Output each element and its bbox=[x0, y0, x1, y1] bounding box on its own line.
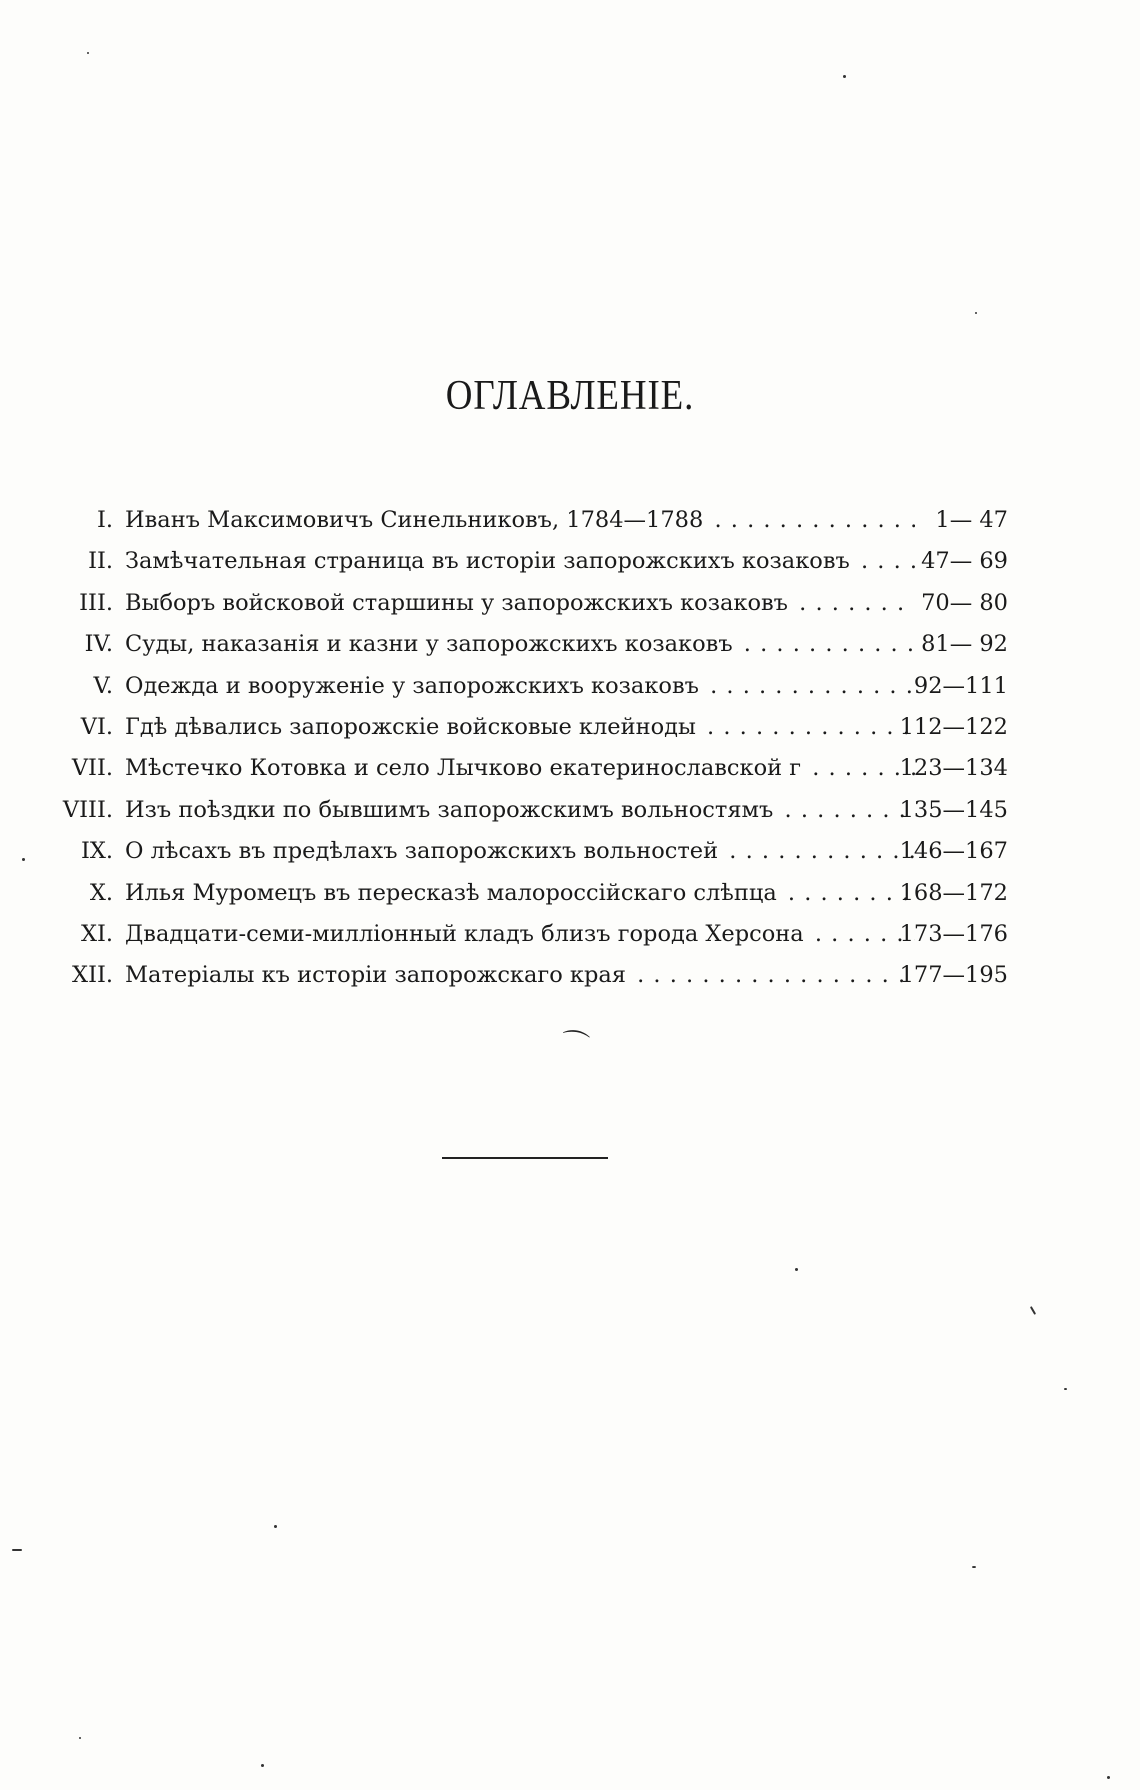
page-range: 123—134 bbox=[899, 755, 1008, 782]
chapter-number: II. bbox=[88, 548, 113, 575]
toc-entry[interactable] bbox=[58, 790, 1008, 831]
toc-entry[interactable] bbox=[58, 955, 1008, 996]
chapter-title: Выборъ войсковой старшины у запорожскихъ козаковъ bbox=[125, 590, 791, 616]
table-of-contents bbox=[58, 500, 1008, 997]
chapter-number: IX. bbox=[80, 838, 113, 865]
chapter-title: Изъ поѣздки по бывшимъ запорожскимъ вольностямъ bbox=[125, 797, 776, 823]
chapter-number: VII. bbox=[71, 755, 113, 782]
chapter-number: XI. bbox=[80, 920, 113, 947]
toc-entry[interactable] bbox=[58, 583, 1008, 624]
page-range: 177—195 bbox=[899, 962, 1008, 989]
scan-speck bbox=[1030, 1306, 1036, 1315]
toc-entry[interactable] bbox=[58, 541, 1008, 582]
chapter-title: Матеріалы къ исторіи запорожскаго края bbox=[125, 962, 629, 988]
toc-entry[interactable] bbox=[58, 624, 1008, 665]
page-range: 146—167 bbox=[899, 838, 1008, 865]
scan-speck bbox=[261, 1764, 264, 1767]
chapter-title: Иванъ Максимовичъ Синельниковъ, 1784—1788 bbox=[125, 507, 706, 533]
scan-speck bbox=[1064, 1388, 1067, 1390]
page-range: 47— 69 bbox=[921, 548, 1008, 575]
scan-speck bbox=[795, 1268, 798, 1271]
chapter-title: Замѣчательная страница въ исторіи запорожскихъ козаковъ bbox=[125, 548, 853, 574]
scan-speck bbox=[12, 1549, 22, 1551]
scan-speck bbox=[843, 75, 846, 78]
page-range: 173—176 bbox=[899, 920, 1008, 947]
toc-entry[interactable] bbox=[58, 707, 1008, 748]
chapter-title: Двадцати-семи-милліонный кладъ близъ города Херсона bbox=[125, 921, 807, 947]
chapter-number: X. bbox=[89, 879, 113, 906]
chapter-number: III. bbox=[79, 589, 113, 616]
toc-entry[interactable] bbox=[58, 666, 1008, 707]
page-range: 81— 92 bbox=[921, 631, 1008, 658]
chapter-number: I. bbox=[96, 507, 113, 533]
chapter-title: Гдѣ дѣвались запорожскіе войсковые клейноды bbox=[125, 714, 699, 740]
chapter-number: VI. bbox=[80, 713, 113, 740]
toc-entry[interactable] bbox=[58, 748, 1008, 789]
scan-speck bbox=[79, 1737, 81, 1739]
page-range: 168—172 bbox=[899, 879, 1008, 906]
closing-rule bbox=[442, 1157, 608, 1159]
pen-mark: ⌒ bbox=[558, 1025, 592, 1064]
chapter-title: Илья Муромецъ въ пересказѣ малороссійскаго слѣпца bbox=[125, 880, 780, 906]
page-range: 70— 80 bbox=[921, 589, 1008, 616]
page-range: 92—111 bbox=[913, 672, 1008, 699]
scan-speck bbox=[975, 312, 977, 314]
page-range: 135—145 bbox=[899, 796, 1008, 823]
chapter-number: VIII. bbox=[62, 796, 113, 823]
page-range: 1— 47 bbox=[935, 507, 1008, 533]
scan-speck bbox=[22, 858, 25, 861]
scan-speck bbox=[87, 52, 89, 54]
chapter-title: Суды, наказанія и казни у запорожскихъ козаковъ bbox=[125, 631, 736, 657]
scan-speck bbox=[274, 1525, 277, 1528]
toc-entry[interactable] bbox=[58, 831, 1008, 872]
toc-entry[interactable] bbox=[58, 914, 1008, 955]
scan-speck bbox=[1107, 1776, 1110, 1779]
chapter-number: XII. bbox=[72, 962, 113, 989]
chapter-number: IV. bbox=[84, 631, 113, 658]
toc-entry[interactable] bbox=[58, 873, 1008, 914]
scan-speck bbox=[972, 1566, 976, 1568]
toc-entry[interactable] bbox=[58, 500, 1008, 541]
chapter-title: О лѣсахъ въ предѣлахъ запорожскихъ вольностей bbox=[125, 838, 721, 864]
page-title: ОГЛАВЛЕНІЕ. bbox=[445, 373, 695, 419]
chapter-number: V. bbox=[93, 672, 113, 699]
page-range: 112—122 bbox=[899, 713, 1008, 740]
chapter-title: Мѣстечко Котовка и село Лычково екатеринославской г bbox=[125, 755, 804, 781]
chapter-title: Одежда и вооруженіе у запорожскихъ козаковъ bbox=[125, 673, 702, 699]
